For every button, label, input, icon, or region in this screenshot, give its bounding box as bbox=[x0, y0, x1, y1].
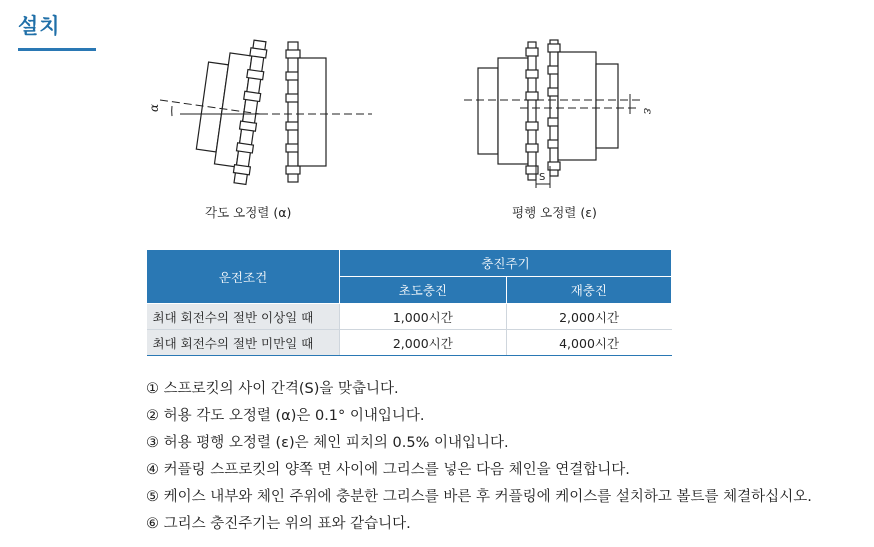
epsilon-label: ε bbox=[641, 108, 655, 115]
alpha-label: α bbox=[147, 103, 161, 112]
note-item: ③ 허용 평행 오정렬 (ε)은 체인 피치의 0.5% 이내입니다. bbox=[146, 435, 509, 451]
note-item: ⑤ 케이스 내부와 체인 주위에 충분한 그리스를 바른 후 커플링에 케이스를 설치하고 볼트를 체결하십시오. bbox=[146, 489, 812, 505]
table-row bbox=[147, 304, 672, 330]
note-item: ① 스프로킷의 사이 간격(S)을 맞춥니다. bbox=[146, 381, 399, 397]
row-label: 최대 회전수의 절반 이상일 때 bbox=[147, 304, 340, 330]
col-interval: 충진주기 bbox=[340, 250, 672, 277]
cell-initial: 1,000시간 bbox=[340, 304, 507, 330]
note-item: ④ 커플링 스프로킷의 양쪽 면 사이에 그리스를 넣은 다음 체인을 연결합니다. bbox=[146, 462, 630, 478]
parallel-caption: 평행 오정렬 (ε) bbox=[512, 205, 597, 220]
grease-interval-table bbox=[146, 249, 672, 356]
s-label: S bbox=[539, 172, 546, 183]
col-refill: 재충진 bbox=[506, 277, 671, 304]
col-initial: 초도충진 bbox=[340, 277, 507, 304]
note-item: ② 허용 각도 오정렬 (α)은 0.1° 이내입니다. bbox=[146, 408, 425, 424]
note-item: ⑥ 그리스 충진주기는 위의 표와 같습니다. bbox=[146, 516, 411, 532]
installation-notes bbox=[146, 376, 812, 538]
section-title: 설치 bbox=[18, 14, 61, 38]
cell-refill: 2,000시간 bbox=[506, 304, 671, 330]
parallel-misalignment-diagram bbox=[460, 38, 660, 188]
row-label: 최대 회전수의 절반 미만일 때 bbox=[147, 330, 340, 356]
angular-caption: 각도 오정렬 (α) bbox=[205, 205, 292, 220]
cell-refill: 4,000시간 bbox=[506, 330, 671, 356]
table-row bbox=[147, 330, 672, 356]
col-condition: 운전조건 bbox=[147, 250, 340, 304]
angular-misalignment-diagram bbox=[147, 38, 380, 188]
title-underline bbox=[18, 48, 96, 51]
cell-initial: 2,000시간 bbox=[340, 330, 507, 356]
